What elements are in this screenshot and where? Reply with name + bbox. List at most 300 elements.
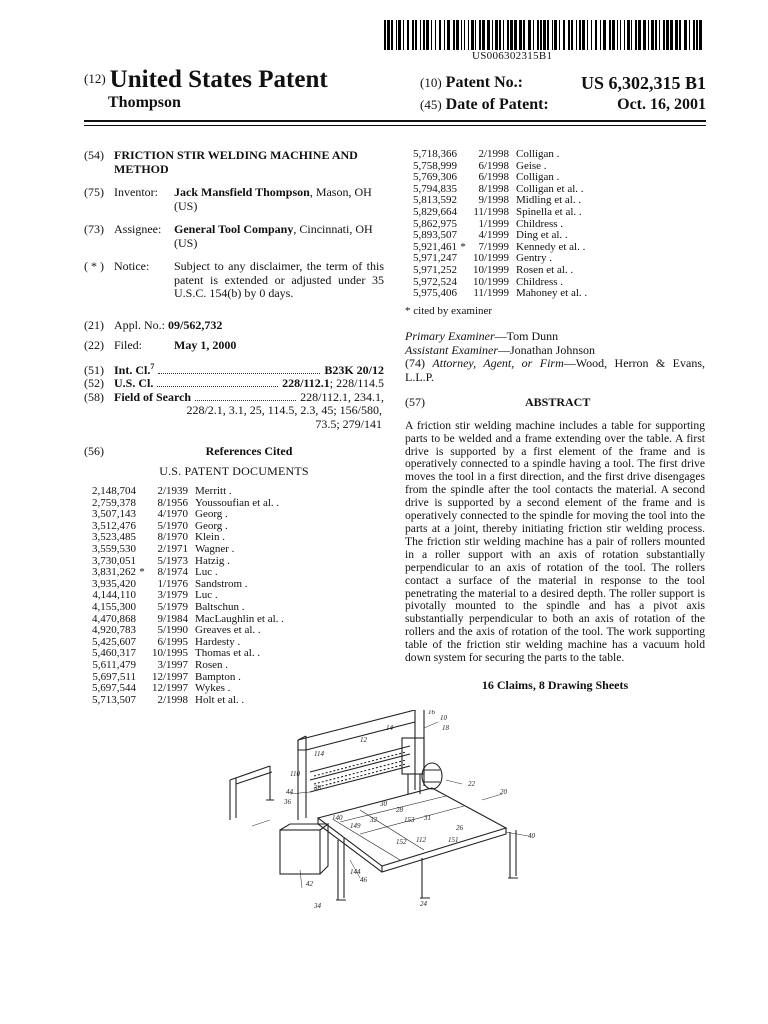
code-10: (10) (420, 75, 442, 90)
intcl-value: B23K 20/12 (324, 362, 384, 377)
barcode-bar (617, 20, 618, 50)
barcode-bar (537, 20, 539, 50)
ref-date: 8/1970 (157, 531, 188, 544)
drawing-reference-numeral: 28 (396, 806, 403, 814)
barcode-bar (679, 20, 681, 50)
ref-asterisk (136, 648, 148, 660)
reference-row (405, 230, 587, 242)
abstract-heading-row (405, 396, 705, 410)
barcode-bar (670, 20, 673, 50)
barcode-bar (587, 20, 588, 50)
references-subheading: U.S. PATENT DOCUMENTS (159, 463, 309, 478)
barcode-bar (571, 20, 573, 50)
header-right (420, 72, 706, 116)
ref-date: 9/1998 (478, 194, 509, 207)
primary-examiner-name: —Tom Dunn (494, 329, 559, 344)
kind-code: (12) (84, 71, 106, 86)
barcode-bar (398, 20, 401, 50)
barcode-bar (627, 20, 630, 50)
drawing-reference-numeral: 38 (314, 784, 321, 792)
ref-inventor: Georg . (195, 519, 228, 532)
appl-label: Appl. No.: (114, 317, 165, 332)
examiners (405, 330, 705, 384)
abstract-code: (57) (405, 395, 425, 410)
assignee-field (84, 223, 384, 250)
barcode-bar (503, 20, 504, 50)
drawing-reference-numeral: 140 (332, 814, 343, 822)
ref-date: 5/1990 (157, 624, 188, 637)
assistant-examiner-label: Assistant Examiner (405, 342, 498, 357)
drawing-reference-numeral: 46 (360, 876, 367, 884)
reference-row (84, 486, 284, 498)
ref-patent-number: 5,697,544 (92, 682, 136, 695)
drawing-reference-numeral: 31 (424, 814, 431, 822)
fos-label: Field of Search (114, 389, 192, 404)
barcode (384, 20, 702, 50)
ref-date: 5/1973 (157, 554, 188, 567)
ref-inventor: Thomas et al. . (195, 647, 261, 660)
ref-inventor: Luc . (195, 589, 218, 602)
ref-date: 2/1998 (478, 148, 509, 160)
barcode-bar (447, 20, 450, 50)
ref-date: 5/1970 (157, 519, 188, 532)
barcode-bar (510, 20, 513, 50)
ref-inventor: Georg . (195, 508, 228, 521)
reference-row (84, 695, 284, 707)
gantry-beam (298, 710, 415, 750)
ref-date: 3/1979 (157, 589, 188, 602)
ref-date: 5/1979 (157, 600, 188, 613)
barcode-bar (624, 20, 625, 50)
ref-inventor: Holt et al. . (195, 693, 245, 706)
ref-date: 4/1999 (478, 229, 509, 242)
ref-inventor: Merritt . (195, 485, 232, 497)
abstract-text: A friction stir welding machine includes a table for supporting parts to be welded and a frame extending over the table. A first drive is supported by a first element of the frame and is operatively connected to a spindle having a tool. The first drive moves the tool in a first direction, and the first drive disengages from the spindle after the tool contacts the material. A second drive is supported by a second element of the frame and is operatively connected to the spindle for moving the tool into the parts at a joint, thereby initiating friction stir welding process. The friction stir welding machine has a pair of rollers mounted in a roller support with an axis of rotation substantially perpendicular to an axis of rotation of the tool. The rollers contact a surface of the material in response to the tool penetrating the material to a desired depth. The roller support is pivotally mounted to the spindle and has a pivot axis substantially perpendicular to both an axis of rotation of the rollers and the axis of rotation of the tool. The work supporting table of the friction stir welding machine has a vacuum hold down system for securing the parts to the table. (405, 418, 705, 665)
ref-date: 8/1998 (478, 182, 509, 195)
header-rule-thin (84, 125, 706, 126)
ref-inventor: Klein . (195, 531, 225, 544)
fos-code: (58) (84, 389, 104, 404)
ref-date: 1/1999 (478, 217, 509, 230)
ref-patent-number: 3,935,420 (92, 577, 136, 590)
ref-patent-number: 5,862,975 (413, 217, 457, 230)
ref-date: 11/1998 (473, 205, 509, 218)
notice-text: Subject to any disclaimer, the term of this patent is extended or adjusted under 35 U.S.C. 154(b) by 0 days. (174, 259, 384, 300)
barcode-bar (563, 20, 565, 50)
base-top (280, 824, 328, 874)
barcode-bar (659, 20, 660, 50)
left-column (84, 149, 384, 706)
references-table-right (405, 149, 587, 300)
ref-asterisk (457, 195, 469, 207)
ref-patent-number: 5,713,507 (92, 693, 136, 706)
filed-field (84, 339, 384, 353)
barcode-bar (648, 20, 649, 50)
ref-inventor: Geise . (516, 159, 547, 172)
inventor-field (84, 186, 384, 213)
reference-row (84, 660, 284, 672)
ref-inventor: Youssoufian et al. . (195, 496, 280, 509)
barcode-bar (603, 20, 606, 50)
ref-inventor: Gentry . (516, 252, 553, 265)
barcode-bar (591, 20, 592, 50)
drawing-reference-numeral: 16 (428, 710, 435, 716)
barcode-bar (407, 20, 409, 50)
ref-patent-number: 5,611,479 (92, 658, 136, 671)
ref-patent-number: 5,460,317 (92, 647, 136, 660)
ref-asterisk (457, 288, 469, 300)
barcode-bar (453, 20, 455, 50)
ref-date: 3/1997 (157, 658, 188, 671)
intcl-code: (51) (84, 362, 104, 377)
leader-dots (158, 365, 320, 374)
date-label: Date of Patent: (445, 96, 549, 113)
notice-label: Notice: (114, 259, 150, 273)
ref-asterisk: * (139, 566, 145, 579)
drawing-reference-numeral: 26 (456, 824, 463, 832)
ref-patent-number: 5,893,507 (413, 229, 457, 242)
primary-examiner-label: Primary Examiner (405, 329, 495, 344)
ref-patent-number: 5,829,664 (413, 205, 457, 218)
references-table-left (84, 486, 284, 706)
barcode-bar (663, 20, 665, 50)
filed-code: (22) (84, 338, 104, 352)
barcode-bar (403, 20, 404, 50)
barcode-bar (600, 20, 601, 50)
drawing-reference-numeral: 32 (370, 816, 377, 824)
ref-inventor: Greaves et al. . (195, 624, 261, 637)
ref-asterisk (136, 521, 148, 533)
ref-inventor: Mahoney et al. . (516, 287, 588, 300)
barcode-bar (612, 20, 615, 50)
drawing-reference-numeral: 20 (500, 788, 507, 796)
barcode-bar (423, 20, 425, 50)
assignee-location: , Cincinnati, OH (US) (174, 222, 373, 250)
ref-patent-number: 5,971,247 (413, 252, 457, 265)
drawing-reference-numeral: 24 (420, 900, 427, 908)
drawing-reference-numeral: 114 (314, 750, 324, 758)
notice-code: ( * ) (84, 259, 104, 273)
barcode-bar (651, 20, 654, 50)
motor (422, 763, 442, 789)
ref-asterisk (136, 660, 148, 672)
attorney-label: Attorney, Agent, or Firm (432, 356, 564, 371)
ref-date: 4/1970 (157, 508, 188, 521)
gantry-rail (310, 746, 410, 792)
right-column (405, 149, 705, 692)
barcode-bar (582, 20, 585, 50)
ref-asterisk (457, 219, 469, 231)
barcode-bar (579, 20, 581, 50)
barcode-bar (495, 20, 498, 50)
ref-asterisk (457, 172, 469, 184)
ref-date: 12/1997 (151, 670, 188, 683)
uscl-code: (52) (84, 376, 104, 390)
drawing-reference-numeral: 34 (314, 902, 321, 910)
ref-patent-number: 2,759,378 (92, 496, 136, 509)
ref-asterisk (457, 207, 469, 219)
barcode-bar (528, 20, 531, 50)
barcode-bar (576, 20, 577, 50)
barcode-bar (693, 20, 695, 50)
barcode-bar (487, 20, 490, 50)
reference-row (84, 567, 284, 579)
barcode-bar (638, 20, 641, 50)
ref-date: 8/1956 (157, 496, 188, 509)
fos-value-2: 228/2.1, 3.1, 25, 114.5, 2.3, 45; 156/580, (186, 403, 382, 417)
drawing-reference-numeral: 14 (386, 724, 393, 732)
drawing-reference-numeral: 149 (350, 822, 361, 830)
claims-summary: 16 Claims, 8 Drawing Sheets (481, 677, 629, 692)
frame-upright-left (298, 736, 306, 820)
drawing-reference-numeral: 18 (442, 724, 449, 732)
ref-patent-number: 5,769,306 (413, 171, 457, 184)
barcode-bar (507, 20, 509, 50)
barcode-bar (461, 20, 462, 50)
ref-asterisk (457, 161, 469, 173)
header-rule (84, 120, 706, 122)
barcode-bar (499, 20, 501, 50)
ref-asterisk (136, 532, 148, 544)
drawing-reference-numeral: 40 (528, 832, 535, 840)
ref-inventor: Hardesty . (195, 635, 241, 648)
barcode-bar (554, 20, 557, 50)
barcode-bar (699, 20, 702, 50)
appl-field (84, 319, 384, 333)
ref-patent-number: 3,559,530 (92, 542, 136, 555)
invention-title: FRICTION STIR WELDING MACHINE AND METHOD (114, 148, 358, 176)
date-row (420, 94, 706, 116)
assignee-label: Assignee: (114, 222, 162, 236)
ref-asterisk (136, 625, 148, 637)
barcode-bar (431, 20, 432, 50)
barcode-bar (609, 20, 611, 50)
ref-date: 12/1997 (151, 682, 188, 695)
references-heading: References Cited (205, 444, 293, 458)
leader-dots (195, 392, 296, 401)
barcode-bar (547, 20, 549, 50)
barcode-bar (444, 20, 445, 50)
ref-asterisk (136, 614, 148, 626)
ref-inventor: Colligan . (516, 148, 560, 160)
drawing-reference-numeral: 151 (448, 836, 459, 844)
filed-date: May 1, 2000 (174, 338, 237, 352)
ref-patent-number: 4,920,783 (92, 624, 136, 637)
ref-date: 2/1971 (157, 542, 188, 555)
drawing-reference-numeral: 42 (306, 880, 313, 888)
abstract-heading: ABSTRACT (525, 395, 591, 410)
ref-asterisk (136, 579, 148, 591)
ref-inventor: Childress . (516, 275, 564, 288)
table-edge (318, 818, 506, 872)
ref-patent-number: 3,523,485 (92, 531, 136, 544)
barcode-bar (475, 20, 476, 50)
barcode-bar (552, 20, 553, 50)
ref-date: 6/1998 (478, 171, 509, 184)
barcode-bar (439, 20, 441, 50)
inventor-surname: Thompson (108, 94, 181, 111)
assignee-name: General Tool Company (174, 222, 294, 236)
ref-patent-number: 5,813,592 (413, 194, 457, 207)
ref-asterisk (136, 637, 148, 649)
barcode-bar (568, 20, 570, 50)
ref-inventor: Rosen et al. . (516, 263, 574, 276)
ref-asterisk (457, 253, 469, 265)
ref-asterisk (136, 498, 148, 510)
cited-by-examiner-note: * cited by examiner (405, 304, 493, 317)
ref-inventor: Sandstrom . (195, 577, 248, 590)
references-code: (56) (84, 444, 104, 458)
fos-value-3: 73.5; 279/141 (315, 416, 382, 431)
document-title: United States Patent (109, 66, 328, 93)
reference-row (405, 149, 587, 161)
ref-inventor: Baltschun . (195, 600, 245, 613)
references-heading-row (84, 445, 384, 459)
assignee-code: (73) (84, 222, 104, 236)
barcode-bar (533, 20, 534, 50)
ref-asterisk (136, 602, 148, 614)
drawing-reference-numeral: 10 (440, 714, 447, 722)
reference-row (84, 625, 284, 637)
patent-number: US 6,302,315 B1 (580, 73, 706, 93)
inventor-code: (75) (84, 185, 104, 199)
drawing-reference-numeral: 44 (286, 788, 293, 796)
title-field (84, 149, 384, 176)
ref-asterisk (136, 509, 148, 521)
ref-asterisk (136, 590, 148, 602)
barcode-bar (492, 20, 493, 50)
patent-date: Oct. 16, 2001 (617, 96, 706, 113)
ref-inventor: Childress . (516, 217, 564, 230)
drawing-reference-numeral: 144 (350, 868, 361, 876)
ref-patent-number: 5,972,524 (413, 275, 457, 288)
assistant-examiner-name: —Jonathan Johnson (498, 342, 595, 357)
ref-patent-number: 3,831,262 (92, 566, 136, 579)
barcode-bar (666, 20, 669, 50)
inventor-label: Inventor: (114, 185, 158, 199)
ref-patent-number: 5,971,252 (413, 263, 457, 276)
barcode-bar (396, 20, 397, 50)
carriage (402, 738, 424, 774)
drawing-reference-numeral: 153 (404, 816, 415, 824)
barcode-bar (620, 20, 621, 50)
ref-patent-number: 3,512,476 (92, 519, 136, 532)
drawing-reference-numeral: 30 (380, 800, 387, 808)
barcode-bar (391, 20, 393, 50)
filed-label: Filed: (114, 338, 143, 352)
notice-field (84, 260, 384, 301)
drawing-reference-numeral: 110 (290, 770, 300, 778)
reference-row (84, 544, 284, 556)
ref-patent-number: 4,470,868 (92, 612, 136, 625)
reference-row (84, 683, 284, 695)
ref-date: 2/1998 (157, 693, 188, 706)
side-stand (230, 766, 274, 820)
ref-patent-number: 5,794,835 (413, 182, 457, 195)
ref-date: 10/1999 (472, 252, 509, 265)
ref-patent-number: 5,758,999 (413, 159, 457, 172)
fos-row (84, 391, 384, 405)
ref-inventor: Colligan . (516, 171, 560, 184)
barcode-bar (696, 20, 698, 50)
leader-dots (157, 378, 278, 387)
barcode-bar (655, 20, 657, 50)
ref-date: 8/1974 (157, 566, 188, 579)
rail-stripes (314, 752, 406, 788)
barcode-bar (471, 20, 474, 50)
ref-date: 10/1999 (472, 263, 509, 276)
ref-date: 2/1939 (157, 485, 188, 497)
barcode-bar (514, 20, 517, 50)
ref-asterisk (457, 184, 469, 196)
ref-date: 9/1984 (157, 612, 188, 625)
reference-row (405, 265, 587, 277)
reference-row (405, 207, 587, 219)
barcode-bar (482, 20, 485, 50)
appl-code: (21) (84, 317, 104, 332)
barcode-bar (519, 20, 522, 50)
ref-date: 10/1999 (472, 275, 509, 288)
barcode-bar (387, 20, 390, 50)
ref-inventor: Wagner . (195, 542, 235, 555)
barcode-bar (543, 20, 546, 50)
ref-inventor: Kennedy et al. . (516, 240, 586, 253)
inventor-location: , Mason, OH (US) (174, 185, 372, 213)
barcode-bar (689, 20, 690, 50)
drawing-reference-numeral: 22 (468, 780, 475, 788)
assistant-examiner (405, 344, 705, 358)
barcode-bar (468, 20, 469, 50)
barcode-bar (456, 20, 459, 50)
reference-labels (283, 710, 536, 910)
patent-drawing (210, 710, 550, 910)
barcode-bar (420, 20, 421, 50)
ref-patent-number: 3,507,143 (92, 508, 136, 521)
ref-inventor: Rosen . (195, 658, 228, 671)
barcode-bar (426, 20, 429, 50)
motor-shade (424, 770, 440, 782)
inventor-name: Jack Mansfield Thompson (174, 185, 310, 199)
barcode-bar (479, 20, 481, 50)
barcode-bar (635, 20, 637, 50)
ref-patent-number: 2,148,704 (92, 485, 136, 497)
uscl-row (84, 377, 384, 391)
ref-inventor: Spinella et al. . (516, 205, 582, 218)
barcode-bar (559, 20, 560, 50)
publication-number: US006302315B1 (472, 50, 553, 62)
code-45: (45) (420, 97, 442, 112)
ref-inventor: Hatzig . (195, 554, 230, 567)
ref-asterisk (457, 277, 469, 289)
patent-number-label: Patent No.: (445, 74, 523, 91)
drawing-reference-numeral: 152 (396, 838, 407, 846)
ref-date: 6/1998 (478, 159, 509, 172)
barcode-bar (643, 20, 646, 50)
barcode-bar (435, 20, 436, 50)
barcode-bar (675, 20, 678, 50)
attorney-code: (74) (405, 356, 425, 371)
ref-patent-number: 3,730,051 (92, 554, 136, 567)
ref-asterisk (136, 544, 148, 556)
ref-date: 1/1976 (157, 577, 188, 590)
ref-inventor: Midling et al. . (516, 194, 582, 207)
reference-row (405, 288, 587, 300)
legs (338, 830, 516, 900)
barcode-bar (631, 20, 632, 50)
patent-number-row (420, 72, 706, 94)
title-code: (54) (84, 148, 104, 162)
barcode-bar (412, 20, 414, 50)
